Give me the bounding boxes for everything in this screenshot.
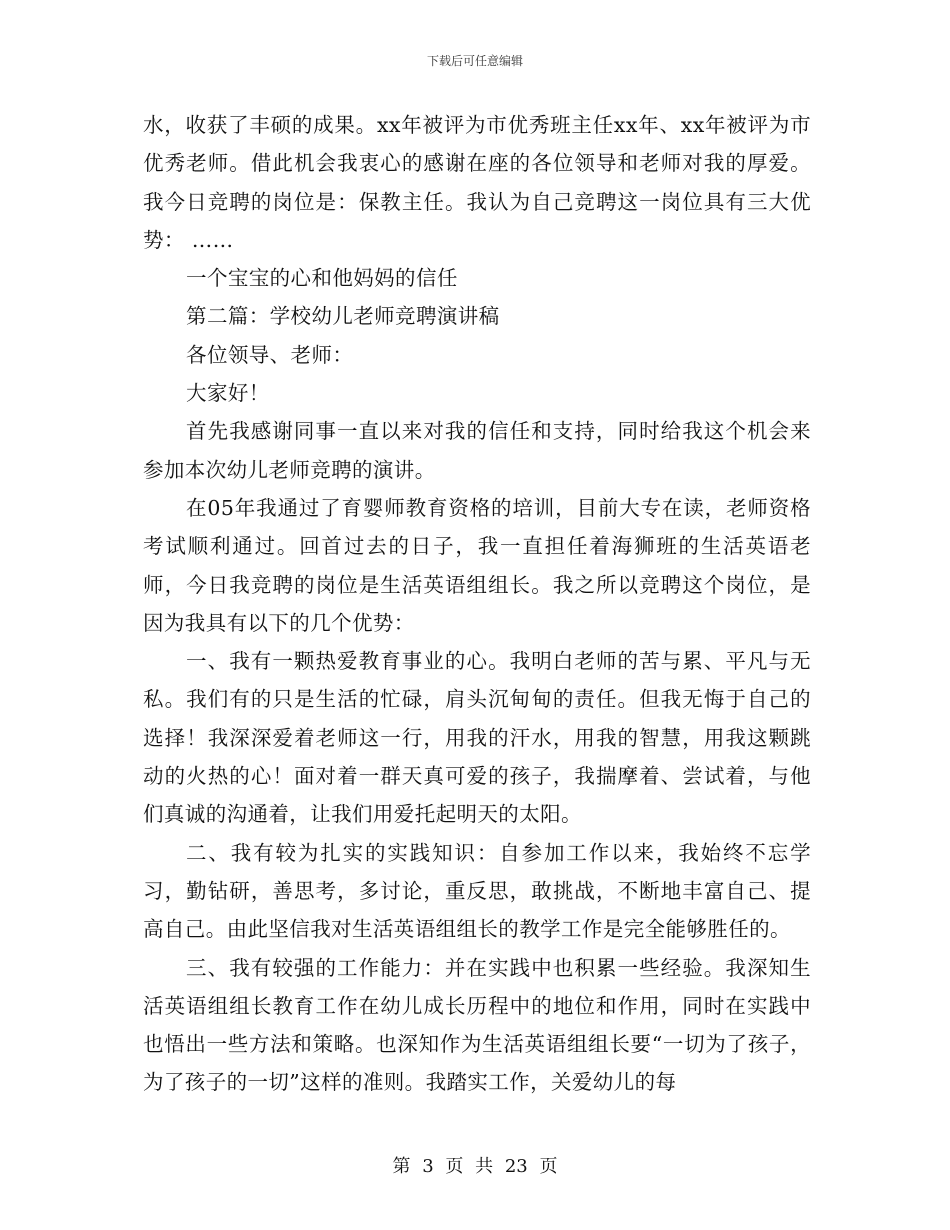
paragraph: 二、我有较为扎实的实践知识：自参加工作以来，我始终不忘学习，勤钻研，善思考，多讨论，重反思，敢挑战，不断地丰富自己、提高自己。由此坚信我对生活英语组组长的教学工作是完全能够胜任的。: [143, 840, 811, 942]
paragraph: 三、我有较强的工作能力：并在实践中也积累一些经验。我深知生活英语组组长教育工作在幼儿成长历程中的地位和作用，同时在实践中也悟出一些方法和策略。也深知作为生活英语组组长要“一切为了孩子，为了孩子的一切”这样的准则。我踏实工作，关爱幼儿的每: [143, 955, 811, 1095]
page-number: 第 3 页 共 23 页: [392, 1156, 558, 1177]
paragraph: 一、我有一颗热爱教育事业的心。我明白老师的苦与累、平凡与无私。我们有的只是生活的忙碌，肩头沉甸甸的责任。但我无悔于自己的选择！我深深爱着老师这一行，用我的汗水，用我的智慧，用我这颗跳动的火热的心！面对着一群天真可爱的孩子，我揣摩着、尝试着，与他们真诚的沟通着，让我们用爱托起明天的太阳。: [143, 649, 811, 827]
document-body: [143, 106, 811, 1102]
greeting: 大家好！: [186, 381, 270, 406]
salutation: 各位领导、老师：: [186, 342, 354, 367]
section-heading: 第二篇：学校幼儿老师竞聘演讲稿: [186, 304, 500, 329]
paragraph: 一个宝宝的心和他妈妈的信任: [186, 266, 458, 291]
paragraph: 首先我感谢同事一直以来对我的信任和支持，同时给我这个机会来参加本次幼儿老师竞聘的演讲。: [143, 419, 811, 482]
paragraph: 在05年我通过了育婴师教育资格的培训，目前大专在读，老师资格考试顺利通过。回首过去的日子，我一直担任着海狮班的生活英语老师，今日我竞聘的岗位是生活英语组组长。我之所以竞聘这个岗位，是因为我具有以下的几个优势：: [143, 495, 811, 635]
page-header: 下载后可任意编辑: [426, 54, 523, 68]
paragraph: 水，收获了丰硕的成果。xx年被评为市优秀班主任xx年、xx年被评为市优秀老师。借此机会我衷心的感谢在座的各位领导和老师对我的厚爱。 我今日竞聘的岗位是：保教主任。我认为自己竞聘这一岗位具有三大优势： ……: [143, 113, 811, 252]
